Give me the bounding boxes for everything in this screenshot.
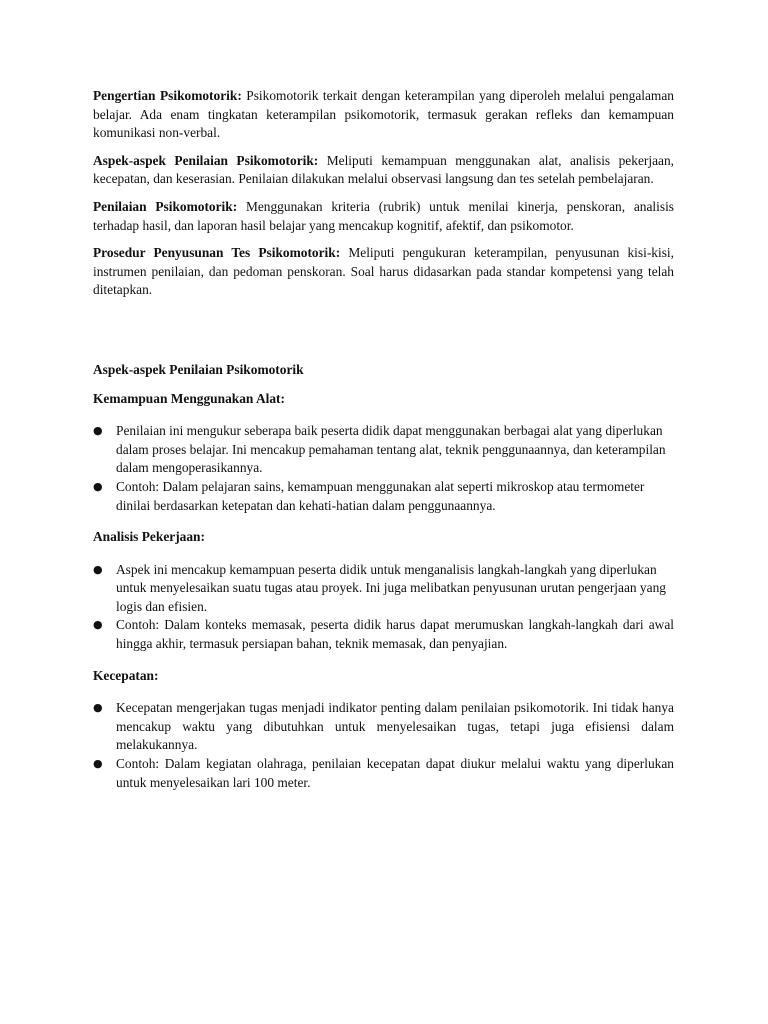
paragraph-text: Meliputi pengukuran keterampilan, penyusunan kisi-kisi, instrumen penilaian, dan pedoman penskoran. Soal harus didasarkan pada standar kompetensi yang telah ditetapkan. — [93, 245, 674, 298]
list-item — [93, 616, 674, 653]
list-item-text: Contoh: Dalam pelajaran sains, kemampuan menggunakan alat seperti mikroskop atau termometer dinilai berdasarkan ketepatan dan kehati-hatian dalam penggunaannya. — [116, 478, 645, 513]
term-label: Pengertian Psikomotorik: — [93, 88, 242, 103]
list-item — [93, 755, 674, 792]
list-item-text: Aspek ini mencakup kemampuan peserta didik untuk menganalisis langkah-langkah yang diperlukan untuk menyelesaikan suatu tugas atau proyek. Ini juga melibatkan penyusunan urutan pengerjaan yang logis dan efisien. — [116, 561, 666, 614]
list-item — [93, 561, 674, 617]
paragraph-text: Meliputi kemampuan menggunakan alat, analisis pekerjaan, kecepatan, dan keserasian. Penilaian dilakukan melalui observasi langsung dan tes setelah pembelajaran. — [93, 152, 674, 187]
intro-paragraph-assessment — [93, 198, 674, 235]
term-label: Penilaian Psikomotorik: — [93, 198, 238, 214]
intro-paragraph-aspects — [93, 152, 674, 189]
paragraph-text: Psikomotorik terkait dengan keterampilan yang diperoleh melalui pengalaman belajar. Ada enam tingkatan keterampilan psikomotorik, termasuk gerakan refleks dan kemampuan komunikasi non-verbal. — [93, 88, 674, 141]
bullet-icon: ● — [93, 757, 103, 771]
subsection-heading-speed: Kecepatan: — [93, 667, 159, 683]
bullet-icon: ● — [93, 701, 103, 715]
term-label: Aspek-aspek Penilaian Psikomotorik: — [93, 152, 319, 168]
intro-paragraph-definition — [93, 87, 674, 143]
subsection-heading-tools: Kemampuan Menggunakan Alat: — [93, 390, 285, 406]
bullet-icon: ● — [93, 562, 103, 576]
bullet-icon: ● — [93, 479, 103, 493]
list-item — [93, 478, 674, 515]
intro-section — [93, 87, 674, 300]
bullet-icon: ● — [93, 618, 103, 632]
section-title: Aspek-aspek Penilaian Psikomotorik — [93, 361, 304, 377]
document-page — [93, 87, 674, 805]
subsection-heading-work-analysis: Analisis Pekerjaan: — [93, 529, 205, 545]
intro-paragraph-procedure — [93, 244, 674, 300]
list-item — [93, 422, 674, 478]
bullet-list-speed — [93, 699, 674, 792]
list-item-text: Penilaian ini mengukur seberapa baik peserta didik dapat menggunakan berbagai alat yang diperlukan dalam proses belajar. Ini mencakup pemahaman tentang alat, teknik penggunaannya, dan keterampilan dalam mengoperasikannya. — [116, 423, 666, 476]
bullet-list-tools — [93, 422, 674, 515]
list-item-text: Kecepatan mengerjakan tugas menjadi indikator penting dalam penilaian psikomotorik. Ini tidak hanya mencakup waktu yang dibutuhkan untuk menyelesaikan tugas, tetapi juga efisiensi dalam melakukannya. — [116, 700, 674, 753]
bullet-icon: ● — [93, 424, 103, 438]
spacer — [93, 309, 674, 361]
list-item-text: Contoh: Dalam konteks memasak, peserta didik harus dapat merumuskan langkah-langkah dari awal hingga akhir, termasuk persiapan bahan, teknik memasak, dan penyajian. — [116, 617, 674, 652]
bullet-list-work-analysis — [93, 561, 674, 654]
list-item-text: Contoh: Dalam kegiatan olahraga, penilaian kecepatan dapat diukur melalui waktu yang diperlukan untuk menyelesaikan lari 100 meter. — [116, 756, 674, 790]
list-item — [93, 699, 674, 755]
term-label: Prosedur Penyusunan Tes Psikomotorik: — [93, 245, 341, 261]
paragraph-text: Menggunakan kriteria (rubrik) untuk menilai kinerja, penskoran, analisis terhadap hasil, dan laporan hasil belajar yang mencakup kognitif, afektif, dan psikomotor. — [93, 198, 674, 233]
